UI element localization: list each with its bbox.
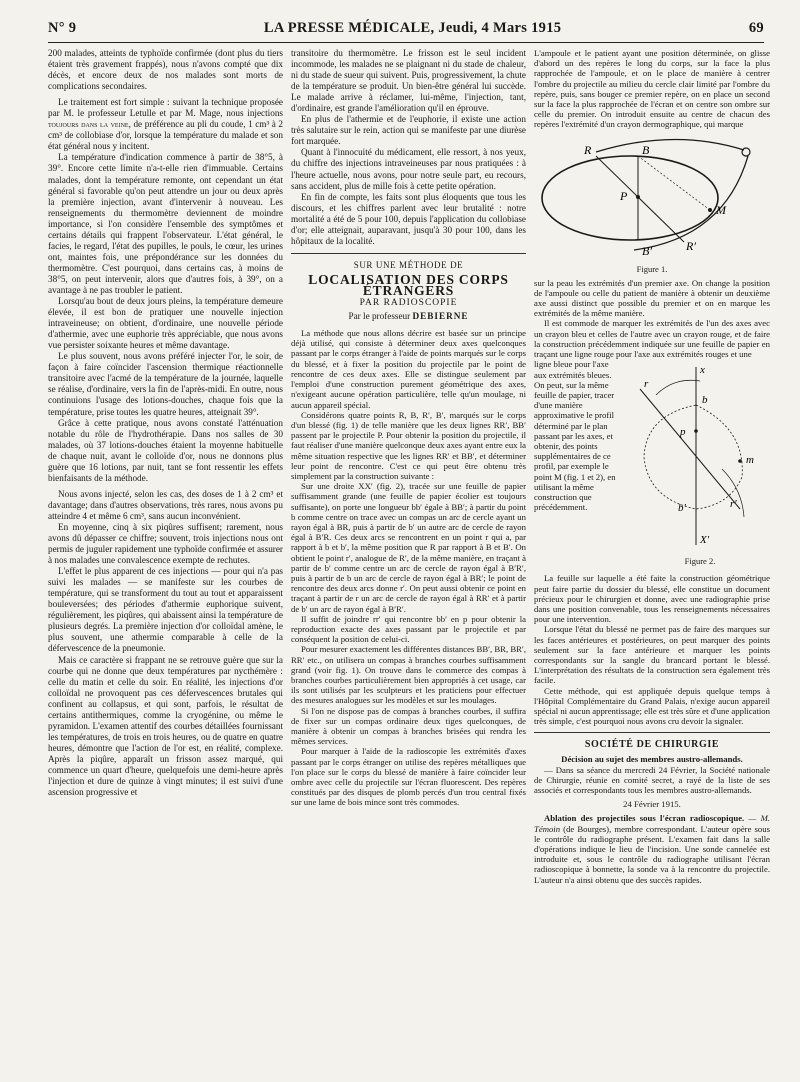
issue-number: N° 9 <box>48 20 77 36</box>
session-date: 24 Février 1915. <box>623 799 681 810</box>
journal-title: LA PRESSE MÉDICALE, Jeudi, 4 Mars 1915 <box>263 20 562 36</box>
paragraph: Pour mesurer exactement les différentes distances BB′, BR, BR′, RR′ etc., on utilisera un compas à branches courbes suffisamment grand (voir fig. 1). On trouve dans le commerce des compas à branches courbes particulièrement bien appropriés à cet usage, car ils sont utilisés par les sculpteurs et les praticiens pour effectuer des mesures analogues sur les modèles et sur les moulages. <box>291 644 526 706</box>
paragraph: Cette méthode, qui est appliquée depuis quelque temps à l'Hôpital Complémentaire du Grand Palais, n'exige aucun appareil spécial ni aucun apprentissage; elle est très sûre et d'une application très simple, c'est pourquoi nous avons cru devoir la signaler. <box>534 685 770 727</box>
paragraph: Mais ce caractère si frappant ne se retrouve guère que sur la courbe qui ne donne que deux températures par nycthémère : celle du matin et celle du soir. En réalité, les injections d'or colloïdal ne provoquent pas ces défervescences brutales qui confinent au collapsus, et qui sont, parfois, le résultat de certains antithermiques, comme la cryogénine, ou même le pyramidon. L'examen attentif des courbes détaillées fournissant les températures, de trois en trois heures, ou de quatre en quatre heures, démontre que l'action de l'or est, en réalité, complexe. Après la piqûre, apparaît un frisson assez marqué, qui commence un quart d'heure, quelquefois une demi-heure après l'injection et dure de quinze à vingt minutes; il est suivi d'une ascension progressive et <box>48 654 283 798</box>
paragraph: Sur une droite XX′ (fig. 2), tracée sur une feuille de papier suffisamment grande (une feuille de papier écolier est toujours suffisante), on porte une longueur bb′ égale à BB′; à partir du point b comme centre on trace avec un compas un arc de cercle ayant un rayon égal à BR, puis à partir de b′ un autre arc de cercle de rayon égal à B′R. Ces deux arcs se rencontrent en un point r qui a, par rapport à b et b′, la même position que R par rapport à B et B′. On obtient le point r′, analogue de R′, de la même manière, en traçant à partir de b′ comme centre un arc de cercle de rayon égal à B′R′, puis à partir de b un arc de cercle de rayon égal à BR′; le point de rencontre des deux arcs donne r′. On peut aussi obtenir ce point en traçant à partir de r un arc de cercle de rayon égal à RR′ et à partir de b′ un arc de rayon égal à B′R′. <box>291 481 526 614</box>
page-header <box>48 20 764 42</box>
label-x: x <box>700 364 705 377</box>
article-subtitle: PAR RADIOSCOPIE <box>359 297 458 308</box>
paragraph: ligne bleue pour l'axe aux extrémités bleues. On peut, sur la même feuille de papier, tracer d'une manière approximative le profil déterminé par le plan passant par les axes, et obtenir, des points supplémentaires de ce profil, par exemple le point M (fig. 1 et 2), en utilisant la même construction que précédemment. <box>534 359 616 513</box>
paragraph: La température d'indication commence à partir de 38°5, à 39°. Encore cette limite n'a-t-elle rien d'immuable. Certains malades, dont la température remonte, ont cependant un état général si favorable qu'on peut attendre un jour ou deux après la première injection, avant d'intervenir à nouveau. Les renseignements du thermomètre deviennent de moindre importance, si l'on considère l'ensemble des symptômes et certains détails qui frappent l'observateur. L'état général, le facies, le regard, l'état des pupilles, le pouls, le cœur, les urines ont, maintes fois, une prépondérance sur les données du thermomètre. C'est pourquoi, dans certains cas, à moins de 38°5, on peut intervenir, alors que d'autres fois, à 39°, on a avantage à ne pas troubler le patient. <box>48 152 283 295</box>
section-heading: SOCIÉTÉ DE CHIRURGIE <box>534 732 770 750</box>
label-b-prime-small: b′ <box>678 502 686 515</box>
label-r-small: r <box>644 378 649 391</box>
paragraph: Considérons quatre points R, B, R′, B′, marqués sur le corps d'un blessé (fig. 1) de telle manière que les deux lignes RR′, BB′ passent par le projectile P. Pour obtenir la position du projectile, il faut réaliser d'une manière quelconque deux axes ayant entre eux la même situation respective que les lignes RR′ et BB′, et déterminer leur point de rencontre. C'est ce qui peut être obtenu très simplement par la construction suivante : <box>291 409 526 481</box>
figure-1-caption: Figure 1. <box>636 263 668 274</box>
label-p: P <box>620 188 628 203</box>
article-kicker: SUR UNE MÉTHODE DE <box>353 259 464 270</box>
page-number: 69 <box>748 20 764 36</box>
projectile-point <box>636 195 640 199</box>
point-p <box>694 429 698 433</box>
header-rule <box>48 42 764 43</box>
paragraph: — Dans sa séance du mercredi 24 Février, la Société nationale de Chirurgie, réunie en comité secret, a rayé de la liste de ses associés et correspondants tous les membres austro-allemands. <box>534 764 770 795</box>
compass-arm-upper <box>596 139 744 152</box>
article-title: LOCALISATION DES CORPS ÉTRANGERS <box>308 271 509 298</box>
paragraph: sur la peau les extrémités d'un premier axe. On change la position de l'ampoule ou celle du patient de manière à obtenir un deuxième axe aussi distinct que possible du premier et on en marque les extrémités de la même manière. <box>534 277 770 319</box>
paragraph: En moyenne, cinq à six piqûres suffisent; rarement, nous avons dû dépasser ce chiffre; souvent, trois injections nous ont permis de juguler rapidement une typhoïde confirmée et assurer à nos malades une convalescence exempte de rechutes. <box>48 521 283 566</box>
figure-2-diagram <box>630 359 770 553</box>
label-r-prime-small: r′ <box>730 498 737 511</box>
figure-2-caption: Figure 2. <box>684 555 716 566</box>
compass-arm-lower <box>634 156 748 250</box>
paragraph: Quant à l'innocuité du médicament, elle ressort, à nos yeux, du chiffre des injections intraveineuses par nous pratiquées : à l'heure actuelle, nous avons, pour notre seule part, eu recours, sans accident, plus de mille fois à cette petite opération. <box>291 147 526 191</box>
paragraph: Pour marquer à l'aide de la radioscopie les extrémités d'axes passant par le corps étranger on utilise des repères métalliques que l'on place sur le corps du blessé de manière à faire coïncider leur ombre avec celle du projectile sur l'écran fluorescent. Des repères constitués par des disques de plomb percés d'un trou central fixés sur une lame de bois mince sont très commodes. <box>291 746 526 808</box>
paragraph: Ablation des projectiles sous l'écran radioscopique. — M. Témoin (de Bourges), membre correspondant. L'auteur opère sous le contrôle du radiographe présent. L'examen fait dans la salle d'opérations indique le lieu de l'incision. Une sonde cannelée est introduite et, sous le contrôle du radiographe utilisant l'écran radioscopique à bonnette, la sonde va à la rencontre du projectile. L'auteur n'a ainsi obtenu que des succès rapides. <box>534 813 770 885</box>
column-2 <box>291 48 526 808</box>
article-author: Par le professeur DEBIERNE <box>348 311 469 322</box>
label-b-prime: B′ <box>642 243 652 258</box>
paragraph: Il est commode de marquer les extrémités de l'un des axes avec un crayon bleu et celles de l'autre avec un crayon rouge, et de faire la construction précédemment indiquée sur une feuille de papier en traçant une ligne rouge pour l'axe aux extrémités rouges et une <box>534 318 770 360</box>
paragraph: En plus de l'athermie et de l'euphorie, il existe une action très salutaire sur le rein, action qui se manifeste par une diurèse fort marquée. <box>291 114 526 147</box>
figure-1-diagram <box>534 134 770 262</box>
column-3 <box>534 48 770 885</box>
label-b-small: b <box>702 394 708 407</box>
paragraph: Grâce à cette pratique, nous avons constaté l'atténuation notable du rôle de l'hydrothérapie. Dans nos salles de 30 malades, où 37 lotions-douches étaient la moyenne habituelle de chaque nuit, avant le colloïde d'or, nous ne donnons plus guère que 16 lotions, par nuit, tant se font ressentir les effets bienfaisants de la méthode. <box>48 417 283 483</box>
paragraph: En fin de compte, les faits sont plus éloquents que tous les discours, et les chiffres parlent avec leur brutalité : notre mortalité a été de 5 pour 100, depuis l'application du collobiase d'or; elle atteignait, auparavant, jusqu'à 30 pour 100, dans les hôpitaux de la localité. <box>291 191 526 246</box>
column-1 <box>48 48 283 798</box>
paragraph: Si l'on ne dispose pas de compas à branches courbes, il suffira de fixer sur un compas ordinaire deux tiges quelconques, de manière à obtenir un compas à branches brisées qui rendra les mêmes services. <box>291 705 526 747</box>
article-title-block <box>291 253 526 322</box>
subsection-title: Décision au sujet des membres austro-allemands. <box>561 754 743 765</box>
label-p-small: p <box>680 426 686 439</box>
paragraph: Le plus souvent, nous avons préféré injecter l'or, le soir, de façon à faire coïncider l'ascension thermique réactionnelle transitoire avec l'acmé de la température de la journée, laquelle se réalise, d'ordinaire, vers la fin de l'après-midi. En outre, nous continuions l'usage des lotions-douches, chaque fois que la température, prise toutes les quatre heures, atteignait 39°. <box>48 351 283 417</box>
body-outline-ellipse <box>542 156 718 240</box>
construction-arc-1 <box>656 381 700 396</box>
point-m-small <box>738 459 742 463</box>
label-b: B <box>642 142 650 157</box>
paragraph: Il suffit de joindre rr′ qui rencontre bb′ en p pour obtenir la reproduction exacte des axes passant par le projectile et par conséquent la position de celui-ci. <box>291 613 526 645</box>
label-r: R <box>584 142 592 157</box>
axis-rr-prime <box>640 389 740 509</box>
paragraph: La méthode que nous allons décrire est basée sur un principe déjà utilisé, qui consiste à déterminer deux axes quelconques passant par le corps étranger à l'aide de points marqués sur le corps du blessé, et à fixer la position du projectile par le point de rencontre de ces deux axes. Elle se distingue seulement par l'emploi d'une construction purement géométrique des axes, n'exigeant aucune opération particulière, telle qu'un moulage, ni aucun appareil spécial. <box>291 328 526 410</box>
paragraph: Nous avons injecté, selon les cas, des doses de 1 à 2 cm³ et davantage; dans d'autres observations, très rares, nous avons pu atteindre 4 et même 6 cm³, sans aucun inconvénient. <box>48 488 283 521</box>
paragraph: L'ampoule et le patient ayant une position déterminée, on glisse d'abord un des repères le long du corps, sur la face la plus rapprochée de l'ampoule, et on le place de manière à centrer l'ombre du projectile au milieu du cercle clair limité par l'ombre du repère, puis, sans bouger ce premier repère, on en place un second sur la face la plus rapprochée de l'écran et on centre son ombre sur celle du premier. On introduit ensuite au centre de chacun des repères l'extrémité d'un crayon dermographique, qui marque <box>534 48 770 130</box>
label-m-small: m <box>746 454 754 467</box>
paragraph: Lorsqu'au bout de deux jours pleins, la température demeure élevée, il est bon de pratiquer une nouvelle injection intraveineuse; on obtient, d'ordinaire, une nouvelle période d'athermie, avec une euphorie très appréciable, que nous avons vue persister soixante heures et même davantage. <box>48 296 283 351</box>
compass-hinge <box>742 148 750 156</box>
paragraph: La feuille sur laquelle a été faite la construction géométrique peut faire partie du dossier du blessé, elle constitue un document précieux pour le chirurgien et donne, avec une radiographie prise dans une position convenable, tous les renseignements nécessaires pour une intervention. <box>534 573 770 625</box>
label-r-prime: R′ <box>686 238 696 253</box>
construction-line <box>638 156 710 210</box>
label-m: M <box>716 202 726 217</box>
paragraph: Lorsque l'état du blessé ne permet pas de faire des marques sur les faces antérieures et postérieures, on peut marquer des points seulement sur la face antérieure et marquer les points correspondants sur la sangle du brancard portant le blessé. L'interprétation des résultats de la construction sera également très facile. <box>534 624 770 686</box>
paragraph: 200 malades, atteints de typhoïde confirmée (dont plus du tiers étaient très gravement frappés), nous n'avons compté que dix décès, et encore deux de nos malades sont morts de complications secondaires. <box>48 48 283 92</box>
point-m <box>708 208 712 212</box>
paragraph: L'effet le plus apparent de ces injections — pour qui n'a pas suivi les malades — se manifeste sur les courbes de température, qui se transforment du tout au tout et apparaissent bouleversées; des périodes d'athermie euphorique suivent, régulièrement, les piqûres, qui abaissent ainsi la température de plusieurs degrés. La première injection d'or colloïdal amène, le plus souvent, une athermie comparable à celle de la défervescence de la pneumonie. <box>48 566 283 654</box>
paragraph: Le traitement est fort simple : suivant la technique proposée par M. le professeur Letulle et par M. Mage, nous injections toujours dans la veine, de préférence au pli du coude, 1 cm³ à 2 cm³ de collobiase d'or, lorsque la température du malade et son état général nous y incitent. <box>48 97 284 152</box>
axis-rr <box>596 156 684 242</box>
label-x-prime: X′ <box>700 534 710 547</box>
paragraph: transitoire du thermomètre. Le frisson est le seul incident incommode, les malades ne se plaignant ni du stade de chaleur, ni du stade de sueur qui suivent. Puis, progressivement, la chute de la température se produit. Un bien-être général lui succède. Le malade arrive à réclamer, lui-même, l'injection, tant, d'ordinaire, est grande l'amélioration qu'il en éprouve. <box>291 48 527 114</box>
